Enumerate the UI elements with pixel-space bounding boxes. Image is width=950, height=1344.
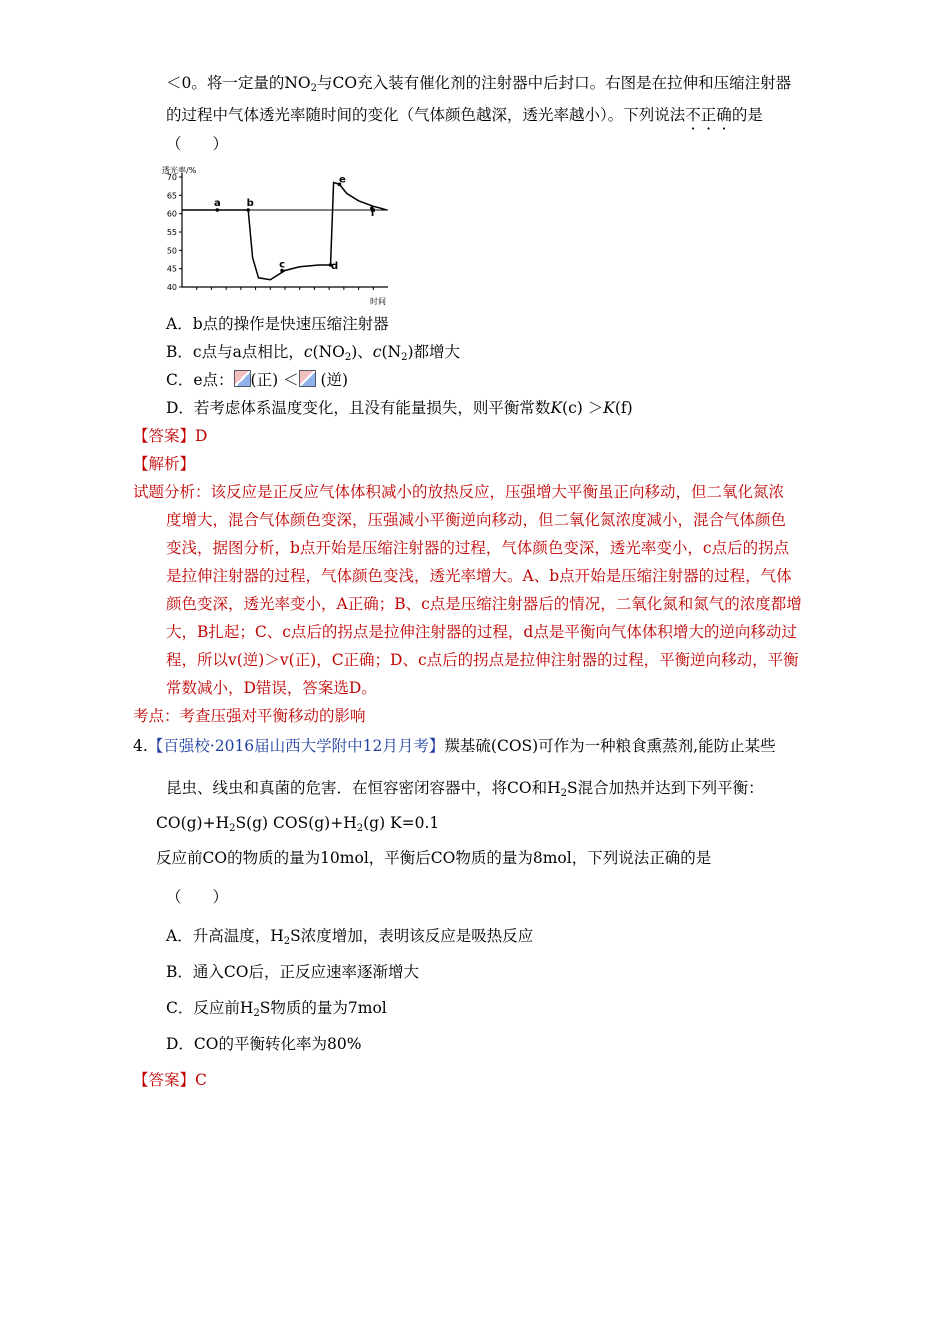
q4-option-b: B．通入CO后，正反应速率逐渐增大 <box>166 963 419 981</box>
y-tick-label: 45 <box>166 264 177 274</box>
answer-label: 【答案】D <box>133 427 208 445</box>
option-d: D．若考虑体系温度变化，且没有能量损失，则平衡常数K(c) ＞K(f) <box>166 399 633 417</box>
y-tick-label: 40 <box>166 283 177 292</box>
chart-point-label: e <box>339 174 346 186</box>
q4-option-c: C．反应前$H_2S$物质的量为7mol <box>166 999 387 1019</box>
analysis-line: 度增大，混合气体颜色变深，压强减小平衡逆向移动，但二氧化氮浓度减小，混合气体颜色 <box>166 511 787 529</box>
chart-point-label: c <box>279 259 286 271</box>
question-4-line: 昆虫、线虫和真菌的危害．在恒容密闭容器中，将CO和$H_2S$混合加热并达到下列平衡： <box>166 779 764 799</box>
chart-point-label: a <box>213 198 221 209</box>
analysis-line: 是拉伸注射器的过程，气体颜色变浅，透光率增大。A、b点开始是压缩注射器的过程，气体 <box>166 567 792 585</box>
answer-label: 【答案】C <box>133 1071 207 1089</box>
question-source: 【百强校·2016届山西大学附中12月月考】 <box>147 737 445 755</box>
y-tick-label: 65 <box>166 191 177 201</box>
emphasis-char: 不 <box>685 106 701 124</box>
option-b: B．c点与a点相比，$c(NO_2)$、$c(N_2)$都增大 <box>166 343 461 363</box>
analysis-label: 【解析】 <box>133 455 196 473</box>
option-a: A．b点的操作是快速压缩注射器 <box>166 315 389 333</box>
emphasis-char: 正 <box>700 106 717 124</box>
chart-point-labels <box>214 174 376 272</box>
chart-ylabel: 透光率/% <box>162 166 197 175</box>
analysis-line: 颜色变深，透光率变小，A正确；B、c点是压缩注射器后的情况，二氧化氮和氮气的浓度都增 <box>166 595 802 613</box>
chart-xlabel: 时间 <box>370 297 386 306</box>
emphasis-char: 确 <box>716 106 732 124</box>
y-tick-label: 70 <box>166 173 177 182</box>
analysis-line: 变浅，据图分析，b点开始是压缩注射器的过程，气体颜色变深，透光率变小，c点后的拐点 <box>166 539 790 557</box>
analysis-line: 常数减小，D错误，答案选D。 <box>166 679 377 697</box>
chart-ticks <box>167 173 373 292</box>
rate-v-icon <box>299 370 316 387</box>
analysis-line: 试题分析：该反应是正反应气体体积减小的放热反应，压强增大平衡虽正向移动，但二氧化氮浓 <box>133 483 785 501</box>
chart-point-label: f <box>370 208 375 220</box>
question-bracket: （ ） <box>166 135 229 153</box>
question-bracket: （ ） <box>166 888 229 906</box>
intro-line-2: 的过程中气体透光率随时间的变化（气体颜色越深，透光率越小）。下列说法不正确的是 <box>166 106 763 124</box>
question-4-header: 4.【百强校·2016届山西大学附中12月月考】羰基硫(COS)可作为一种粮食熏蒸剂,能防止某些 <box>133 737 776 755</box>
y-tick-label: 55 <box>166 228 177 237</box>
option-c: C．e点： (正) ＜ (逆) <box>166 371 349 389</box>
kaodian: 考点：考查压强对平衡移动的影响 <box>133 707 366 725</box>
equilibrium-equation: $CO(g)+H_2S(g)$ $COS(g)+H_2(g)$ K=0.1 <box>156 814 440 834</box>
rate-v-icon <box>234 370 251 387</box>
intro-line-1: ＜0。将一定量的$NO_2$与CO充入装有催化剂的注射器中后封口。右图是在拉伸和压缩注射器 <box>166 74 792 94</box>
y-tick-label: 50 <box>166 246 177 256</box>
q4-option-d: D．CO的平衡转化率为80% <box>166 1035 362 1053</box>
transmittance-chart <box>160 163 392 308</box>
y-tick-label: 60 <box>166 209 177 219</box>
analysis-line: 大，B扎起；C、c点后的拐点是拉伸注射器的过程，d点是平衡向气体体积增大的逆向移动过 <box>166 623 797 641</box>
question-4-line: 反应前CO的物质的量为10mol，平衡后CO物质的量为8mol，下列说法正确的是 <box>156 849 712 867</box>
q4-option-a: A．升高温度，$H_2S$浓度增加，表明该反应是吸热反应 <box>166 927 534 947</box>
chart-point-label: d <box>331 261 339 272</box>
chart-point-label: b <box>246 198 254 209</box>
analysis-line: 程，所以v(逆)＞v(正)，C正确；D、c点后的拐点是拉伸注射器的过程，平衡逆向移动，平衡 <box>166 651 799 669</box>
